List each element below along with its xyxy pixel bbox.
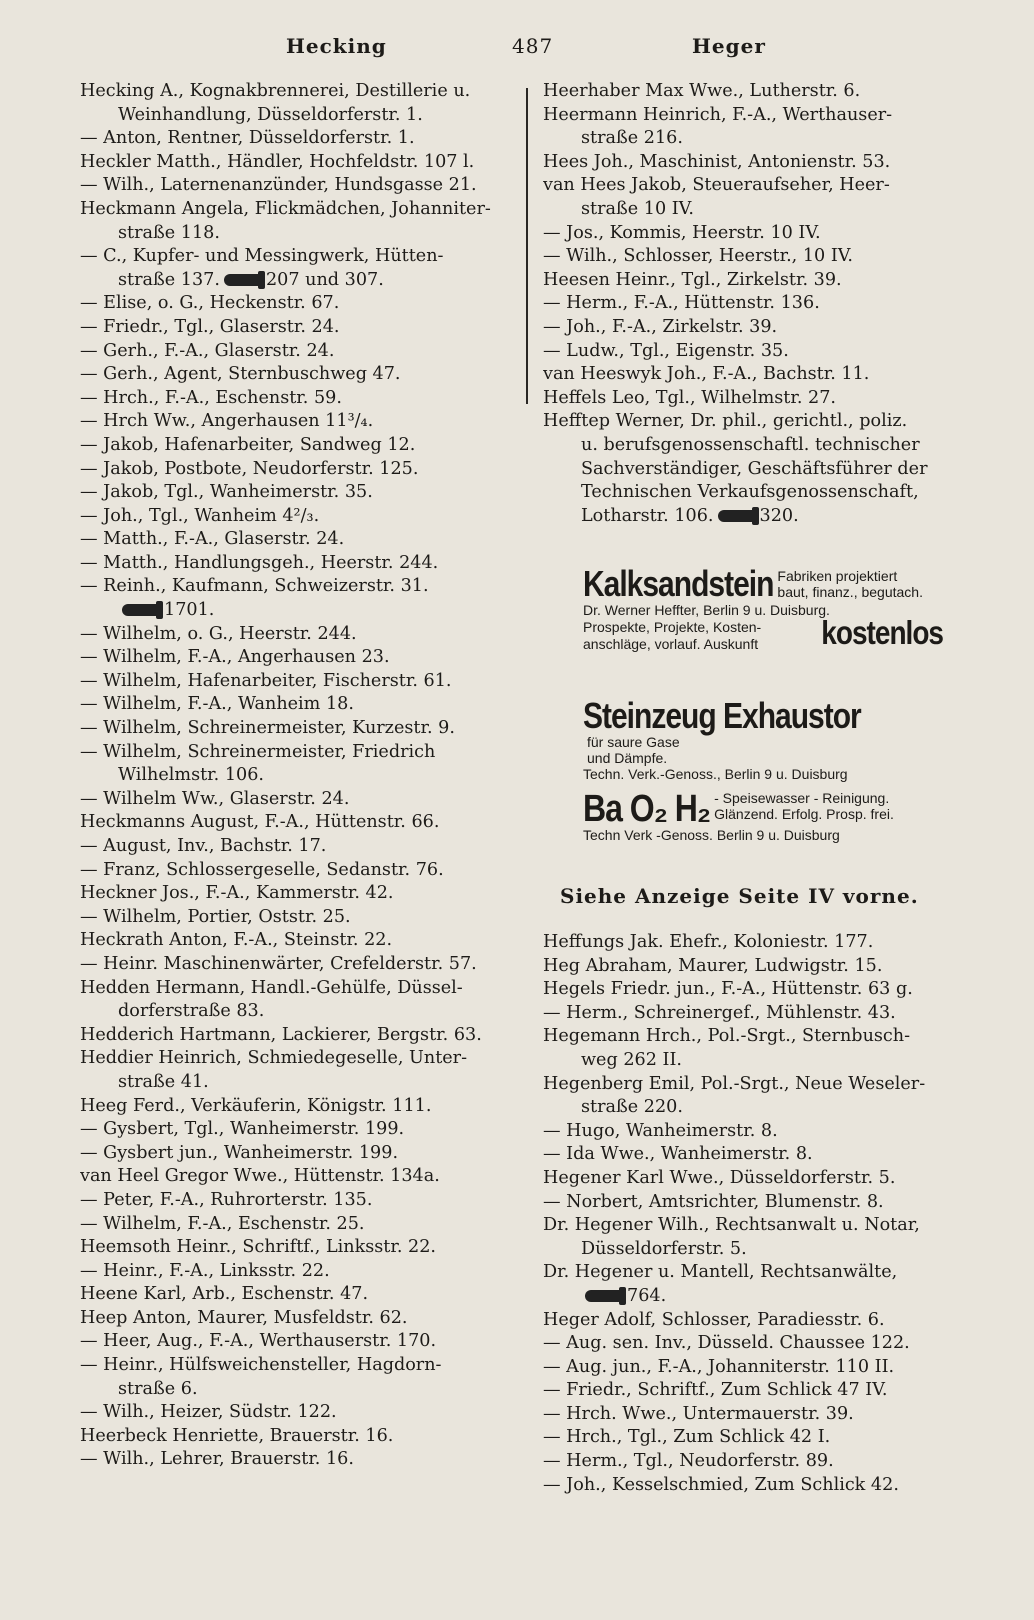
directory-entry (80, 151, 510, 175)
directory-entry (543, 505, 943, 529)
directory-entry (80, 1024, 510, 1048)
advert-kalk-side2: baut, finanz., begutach. (777, 584, 923, 600)
advert-stein-line: Techn. Verk.-Genoss., Berlin 9 u. Duisburg (583, 766, 848, 782)
entry-text: Heddier Heinrich, Schmiedegeselle, Unter- (80, 1048, 468, 1069)
entry-text: — Heer, Aug., F.-A., Werthauserstr. 170. (80, 1331, 437, 1352)
entry-text: — Gysbert, Tgl., Wanheimerstr. 199. (80, 1119, 405, 1140)
entry-text: — Wilhelm, Portier, Oststr. 25. (80, 906, 351, 927)
entry-text: straße 220. (581, 1097, 683, 1118)
entry-text: — C., Kupfer- und Messingwerk, Hütten- (80, 246, 444, 267)
entry-text: Heckmanns August, F.-A., Hüttenstr. 66. (80, 812, 440, 833)
directory-entry (543, 1261, 943, 1285)
directory-entry (80, 198, 510, 222)
directory-entry (80, 552, 510, 576)
see-advert-note: Siehe Anzeige Seite IV vorne. (560, 884, 919, 908)
directory-entry (80, 316, 510, 340)
directory-entry (80, 1307, 510, 1331)
directory-entry (543, 292, 943, 316)
entry-text: — Wilhelm, F.-A., Eschenstr. 25. (80, 1213, 365, 1234)
entry-text: — Wilh., Heizer, Südstr. 122. (80, 1402, 337, 1423)
directory-entry (80, 1189, 510, 1213)
right-column-bottom (543, 931, 943, 1497)
entry-text: Heeg Ferd., Verkäuferin, Königstr. 111. (80, 1095, 432, 1116)
entry-text: straße 137. (118, 269, 220, 290)
directory-entry (543, 80, 943, 104)
entry-text: straße 216. (581, 128, 683, 149)
directory-entry (80, 764, 510, 788)
directory-entry (543, 931, 943, 955)
directory-entry (543, 481, 943, 505)
entry-text: Hees Joh., Maschinist, Antonienstr. 53. (543, 151, 891, 172)
directory-entry (543, 1191, 943, 1215)
directory-entry (80, 434, 510, 458)
directory-entry (80, 1165, 510, 1189)
entry-text: Hegenberg Emil, Pol.-Srgt., Neue Weseler- (543, 1073, 926, 1094)
directory-entry (543, 1049, 943, 1073)
directory-entry (80, 1000, 510, 1024)
directory-entry (543, 1025, 943, 1049)
directory-entry (80, 670, 510, 694)
directory-entry (543, 363, 943, 387)
entry-text: — Heinr. Maschinenwärter, Crefelderstr. 57. (80, 953, 477, 974)
entry-text: — Matth., Handlungsgeh., Heerstr. 244. (80, 552, 439, 573)
directory-entry (80, 387, 510, 411)
entry-text: Weinhandlung, Düsseldorferstr. 1. (118, 104, 423, 125)
directory-entry (80, 906, 510, 930)
directory-entry (543, 1073, 943, 1097)
advert-ba-side1: - Speisewasser - Reinigung. (714, 790, 890, 806)
entry-text: Hegels Friedr. jun., F.-A., Hüttenstr. 63 g. (543, 979, 913, 1000)
entry-text: — Hugo, Wanheimerstr. 8. (543, 1120, 778, 1141)
directory-entry (543, 1309, 943, 1333)
entry-text: weg 262 II. (581, 1049, 682, 1070)
directory-entry (80, 410, 510, 434)
page-number: 487 (512, 34, 554, 58)
advert-kalk-kostenlos: kostenlos (821, 613, 943, 652)
directory-entry (543, 222, 943, 246)
entry-text: u. berufsgenossenschaftl. technischer (581, 434, 920, 455)
directory-entry (80, 80, 510, 104)
directory-entry (543, 1356, 943, 1380)
directory-entry (80, 646, 510, 670)
entry-text: — Wilhelm, Schreinermeister, Kurzestr. 9. (80, 718, 455, 739)
entry-text: Heffungs Jak. Ehefr., Koloniestr. 177. (543, 932, 874, 952)
directory-entry (80, 127, 510, 151)
advert-stein-title: Steinzeug Exhaustor (583, 696, 861, 737)
entry-text: van Heel Gregor Wwe., Hüttenstr. 134a. (80, 1166, 440, 1187)
directory-entry (543, 1143, 943, 1167)
directory-entry (543, 1214, 943, 1238)
column-divider (526, 88, 528, 404)
telephone-icon (224, 274, 260, 286)
advert-bao2h2 (583, 786, 943, 844)
right-column-top (543, 80, 943, 528)
directory-entry (543, 198, 943, 222)
directory-entry (543, 316, 943, 340)
directory-entry (80, 1354, 510, 1378)
entry-text: — Aug. jun., F.-A., Johanniterstr. 110 II. (543, 1356, 895, 1377)
directory-entry (80, 1425, 510, 1449)
entry-text: — Jakob, Tgl., Wanheimerstr. 35. (80, 482, 373, 503)
directory-entry (543, 269, 943, 293)
entry-text: Wilhelmstr. 106. (118, 765, 265, 786)
entry-text: Heene Karl, Arb., Eschenstr. 47. (80, 1284, 369, 1305)
advert-stein-side1: für saure Gase (587, 734, 680, 750)
entry-text: — August, Inv., Bachstr. 17. (80, 836, 327, 856)
entry-text: — Heinr., F.-A., Linksstr. 22. (80, 1260, 330, 1281)
entry-text: Hedderich Hartmann, Lackierer, Bergstr. 63. (80, 1024, 482, 1045)
entry-text: Heep Anton, Maurer, Musfeldstr. 62. (80, 1307, 408, 1328)
directory-entry (80, 363, 510, 387)
entry-text: — Wilh., Laternenanzünder, Hundsgasse 21. (80, 175, 477, 196)
directory-entry (80, 1401, 510, 1425)
entry-text: Heg Abraham, Maurer, Ludwigstr. 15. (543, 955, 883, 976)
advert-kalk-side1: Fabriken projektiert (777, 568, 898, 584)
entry-text: — Ludw., Tgl., Eigenstr. 35. (543, 340, 789, 361)
advert-stein-side2: und Dämpfe. (587, 750, 668, 766)
directory-entry (80, 953, 510, 977)
entry-text: straße 6. (118, 1378, 198, 1399)
entry-text: — Hrch. Wwe., Untermauerstr. 39. (543, 1403, 854, 1424)
entry-text: Hecking A., Kognakbrennerei, Destillerie u. (80, 81, 471, 101)
entry-text: Heckler Matth., Händler, Hochfeldstr. 107 l. (80, 151, 475, 172)
directory-entry (543, 104, 943, 128)
advert-kalk-line2: Prospekte, Projekte, Kosten- (583, 619, 762, 635)
directory-entry (80, 977, 510, 1001)
entry-text: — Gysbert jun., Wanheimerstr. 199. (80, 1142, 399, 1163)
entry-text: Heerbeck Henriette, Brauerstr. 16. (80, 1425, 394, 1446)
entry-text: — Anton, Rentner, Düsseldorferstr. 1. (80, 128, 415, 149)
directory-entry (80, 1378, 510, 1402)
entry-text: — Wilhelm, o. G., Heerstr. 244. (80, 623, 357, 644)
directory-entry (80, 1260, 510, 1284)
advert-kalk-line3: anschläge, vorlauf. Auskunft (583, 636, 759, 652)
directory-entry (543, 1426, 943, 1450)
entry-text: — Wilhelm, Schreinermeister, Friedrich (80, 741, 436, 762)
directory-entry (80, 1448, 510, 1472)
directory-entry (80, 693, 510, 717)
entry-text: — Herm., Tgl., Neudorferstr. 89. (543, 1451, 834, 1472)
directory-entry (80, 717, 510, 741)
directory-entry (543, 1167, 943, 1191)
entry-text: Heckmann Angela, Flickmädchen, Johanniter- (80, 198, 491, 219)
directory-entry (543, 1450, 943, 1474)
directory-entry (80, 1047, 510, 1071)
telephone-icon (122, 604, 158, 616)
directory-entry (543, 978, 943, 1002)
entry-text: — Wilhelm, F.-A., Wanheim 18. (80, 694, 354, 715)
directory-entry (80, 575, 510, 599)
entry-text: Hefftер Werner, Dr. phil., gerichtl., poliz. (543, 411, 908, 432)
entry-text: — Wilh., Schlosser, Heerstr., 10 IV. (543, 246, 853, 267)
directory-entry (543, 1403, 943, 1427)
advert-ba-line: Techn Verk -Genoss. Berlin 9 u. Duisburg (583, 827, 840, 843)
entry-text: — Joh., F.-A., Zirkelstr. 39. (543, 316, 778, 337)
directory-entry (543, 245, 943, 269)
phone-number: 207 und 307. (265, 269, 384, 290)
directory-entry (80, 623, 510, 647)
entry-text: dorferstraße 83. (118, 1001, 265, 1022)
entry-text: — Gerh., Agent, Sternbuschweg 47. (80, 364, 401, 385)
directory-entry (543, 174, 943, 198)
entry-text: straße 118. (118, 222, 220, 243)
directory-entry (80, 481, 510, 505)
directory-entry (80, 528, 510, 552)
directory-entry (80, 1283, 510, 1307)
entry-text: — Elise, o. G., Heckenstr. 67. (80, 293, 340, 314)
advert-ba-title: Ba O₂ H₂ (583, 786, 711, 830)
entry-text: — Jakob, Postbote, Neudorferstr. 125. (80, 458, 419, 479)
entry-text: Heckrath Anton, F.-A., Steinstr. 22. (80, 930, 393, 951)
directory-entry (543, 1379, 943, 1403)
entry-text: van Heeswyk Joh., F.-A., Bachstr. 11. (543, 364, 870, 385)
entry-text: — Hrch., F.-A., Eschenstr. 59. (80, 387, 342, 408)
advert-kalk-line1: Dr. Werner Heffter, Berlin 9 u. Duisburg. (583, 602, 830, 618)
advert-ba-side2: Glänzend. Erfolg. Prosp. frei. (714, 806, 894, 822)
entry-text: — Friedr., Schriftf., Zum Schlick 47 IV. (543, 1380, 888, 1401)
entry-text: — Ida Wwe., Wanheimerstr. 8. (543, 1144, 813, 1165)
directory-entry (80, 340, 510, 364)
header-right-keyword: Heger (692, 34, 766, 58)
entry-text: — Hrch., Tgl., Zum Schlick 42 I. (543, 1427, 831, 1448)
entry-text: Heermann Heinrich, F.-A., Werthauser- (543, 104, 893, 125)
directory-entry (543, 1285, 943, 1309)
directory-entry (80, 269, 510, 293)
entry-text: Hegemann Hrch., Pol.-Srgt., Sternbusch- (543, 1026, 911, 1047)
advert-steinzeug (583, 696, 943, 783)
entry-text: — Peter, F.-A., Ruhrorterstr. 135. (80, 1189, 373, 1210)
directory-entry (543, 955, 943, 979)
entry-text: Hedden Hermann, Handl.-Gehülfe, Düssel- (80, 977, 463, 998)
entry-text: — Herm., Schreinergef., Mühlenstr. 43. (543, 1002, 896, 1023)
directory-entry (543, 458, 943, 482)
entry-text: — Hrch Ww., Angerhausen 11³/₄. (80, 411, 374, 432)
entry-text: straße 41. (118, 1071, 209, 1092)
entry-text: — Wilh., Lehrer, Brauerstr. 16. (80, 1449, 354, 1470)
phone-number: 1701. (164, 600, 215, 621)
entry-text: — Franz, Schlossergeselle, Sedanstr. 76. (80, 859, 444, 880)
directory-entry (80, 859, 510, 883)
entry-text: — Wilhelm Ww., Glaserstr. 24. (80, 788, 350, 809)
directory-entry (80, 811, 510, 835)
entry-text: Lotharstr. 106. (581, 505, 714, 526)
entry-text: — Gerh., F.-A., Glaserstr. 24. (80, 340, 335, 361)
directory-entry (543, 1096, 943, 1120)
directory-entry (80, 174, 510, 198)
entry-text: Heger Adolf, Schlosser, Paradiesstr. 6. (543, 1309, 885, 1330)
directory-entry (80, 1213, 510, 1237)
entry-text: Düsseldorferstr. 5. (581, 1238, 747, 1259)
directory-entry (80, 1118, 510, 1142)
directory-entry (543, 151, 943, 175)
telephone-icon (585, 1290, 621, 1302)
entry-text: Heckner Jos., F.-A., Kammerstr. 42. (80, 883, 394, 904)
entry-text: Heerhaber Max Wwe., Lutherstr. 6. (543, 81, 861, 101)
directory-entry (80, 104, 510, 128)
directory-entry (80, 1095, 510, 1119)
entry-text: Dr. Hegener Wilh., Rechtsanwalt u. Notar, (543, 1215, 920, 1236)
directory-entry (543, 1474, 943, 1498)
advert-kalk-title: Kalksandstein (583, 564, 774, 605)
entry-text: van Hees Jakob, Steueraufseher, Heer- (543, 175, 890, 196)
header-left-keyword: Hecking (286, 34, 387, 58)
directory-entry (80, 245, 510, 269)
entry-text: — Jakob, Hafenarbeiter, Sandweg 12. (80, 434, 416, 455)
entry-text: — Norbert, Amtsrichter, Blumenstr. 8. (543, 1191, 884, 1212)
directory-entry (543, 1002, 943, 1026)
entry-text: — Wilhelm, Hafenarbeiter, Fischerstr. 61. (80, 670, 452, 691)
entry-text: — Wilhelm, F.-A., Angerhausen 23. (80, 647, 390, 668)
entry-text: Sachverständiger, Geschäftsführer der (581, 458, 928, 479)
directory-entry (80, 788, 510, 812)
directory-entry (80, 458, 510, 482)
directory-entry (80, 505, 510, 529)
directory-entry (80, 741, 510, 765)
directory-entry (80, 882, 510, 906)
directory-entry (80, 1142, 510, 1166)
directory-entry (80, 599, 510, 623)
entry-text: — Jos., Kommis, Heerstr. 10 IV. (543, 222, 821, 243)
entry-text: — Matth., F.-A., Glaserstr. 24. (80, 529, 345, 550)
directory-entry (543, 434, 943, 458)
directory-entry (543, 387, 943, 411)
entry-text: — Reinh., Kaufmann, Schweizerstr. 31. (80, 576, 429, 597)
left-column (80, 80, 510, 1472)
directory-entry (80, 835, 510, 859)
directory-entry (543, 127, 943, 151)
directory-entry (80, 1330, 510, 1354)
entry-text: Hegener Karl Wwe., Düsseldorferstr. 5. (543, 1167, 896, 1188)
advert-kalksandstein (583, 564, 943, 653)
directory-entry (543, 410, 943, 434)
directory-entry (80, 222, 510, 246)
telephone-icon (718, 510, 754, 522)
directory-entry (543, 1238, 943, 1262)
entry-text: Dr. Hegener u. Mantell, Rechtsanwälte, (543, 1262, 898, 1283)
directory-entry (80, 1236, 510, 1260)
directory-entry (543, 340, 943, 364)
entry-text: — Joh., Tgl., Wanheim 4²/₃. (80, 505, 320, 526)
entry-text: — Herm., F.-A., Hüttenstr. 136. (543, 293, 820, 314)
entry-text: Heesen Heinr., Tgl., Zirkelstr. 39. (543, 269, 842, 290)
directory-entry (543, 1120, 943, 1144)
entry-text: — Heinr., Hülfsweichensteller, Hagdorn- (80, 1355, 442, 1376)
directory-entry (80, 1071, 510, 1095)
directory-entry (80, 929, 510, 953)
entry-text: Heffels Leo, Tgl., Wilhelmstr. 27. (543, 387, 837, 408)
phone-number: 320. (759, 505, 799, 526)
entry-text: — Aug. sen. Inv., Düsseld. Chaussee 122. (543, 1333, 910, 1354)
entry-text: — Friedr., Tgl., Glaserstr. 24. (80, 316, 340, 337)
directory-entry (543, 1332, 943, 1356)
entry-text: Heemsoth Heinr., Schriftf., Linksstr. 22. (80, 1237, 437, 1258)
entry-text: Technischen Verkaufsgenossenschaft, (581, 482, 919, 503)
entry-text: straße 10 IV. (581, 198, 694, 219)
entry-text: — Joh., Kesselschmied, Zum Schlick 42. (543, 1474, 899, 1495)
phone-number: 764. (627, 1285, 667, 1306)
directory-entry (80, 292, 510, 316)
